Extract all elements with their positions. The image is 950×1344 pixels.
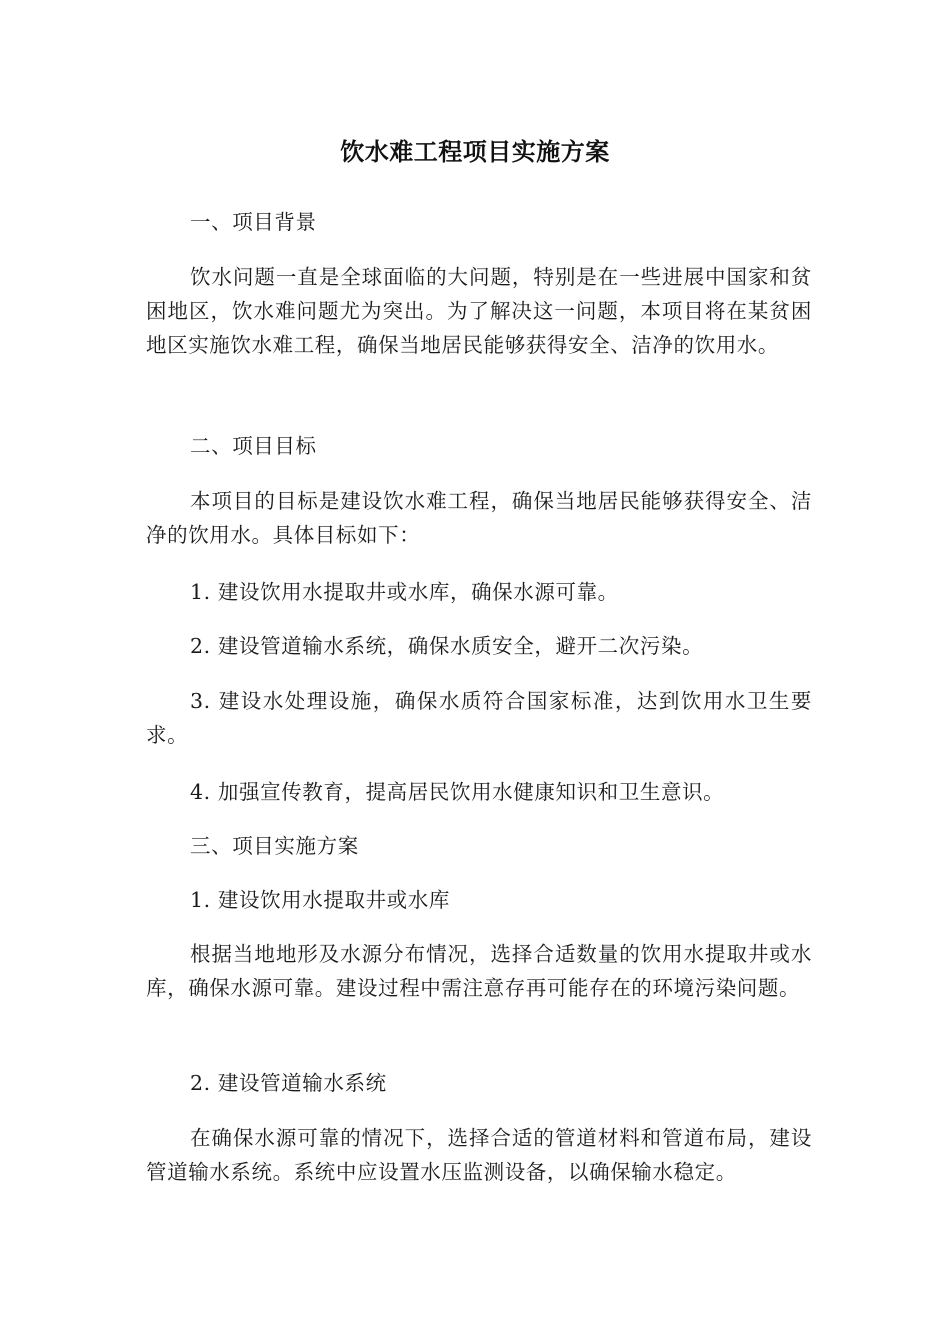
goal-item-1: 1. 建设饮用水提取井或水库，确保水源可靠。: [190, 580, 619, 604]
paragraph-goals: 本项目的目标是建设饮水难工程，确保当地居民能够获得安全、洁净的饮用水。具体目标如下：: [146, 489, 812, 547]
paragraph-plan-2: 在确保水源可靠的情况下，选择合适的管道材料和管道布局，建设管道输水系统。系统中应设置水压监测设备，以确保输水稳定。: [146, 1126, 812, 1184]
goal-item-4: 4. 加强宣传教育，提高居民饮用水健康知识和卫生意识。: [190, 780, 725, 804]
paragraph-plan-1: 根据当地地形及水源分布情况，选择合适数量的饮用水提取井或水库，确保水源可靠。建设过程中需注意存再可能存在的环境污染问题。: [146, 942, 812, 1000]
plan-subheading-1: 1. 建设饮用水提取井或水库: [190, 888, 450, 912]
goal-item-2: 2. 建设管道输水系统，确保水质安全，避开二次污染。: [190, 634, 704, 658]
section-heading-background: 一、项目背景: [190, 210, 317, 234]
plan-subheading-2: 2. 建设管道输水系统: [190, 1071, 387, 1095]
section-heading-plan: 三、项目实施方案: [190, 834, 359, 858]
document-title: 饮水难工程项目实施方案: [340, 138, 610, 166]
paragraph-background: 饮水问题一直是全球面临的大问题，特别是在一些进展中国家和贫困地区，饮水难问题尤为突出。为了解决这一问题，本项目将在某贫困地区实施饮水难工程，确保当地居民能够获得安全、洁净的饮用水。: [146, 265, 812, 357]
section-heading-goals: 二、项目目标: [190, 434, 317, 458]
goal-item-3: 3. 建设水处理设施，确保水质符合国家标准，达到饮用水卫生要求。: [146, 689, 812, 747]
